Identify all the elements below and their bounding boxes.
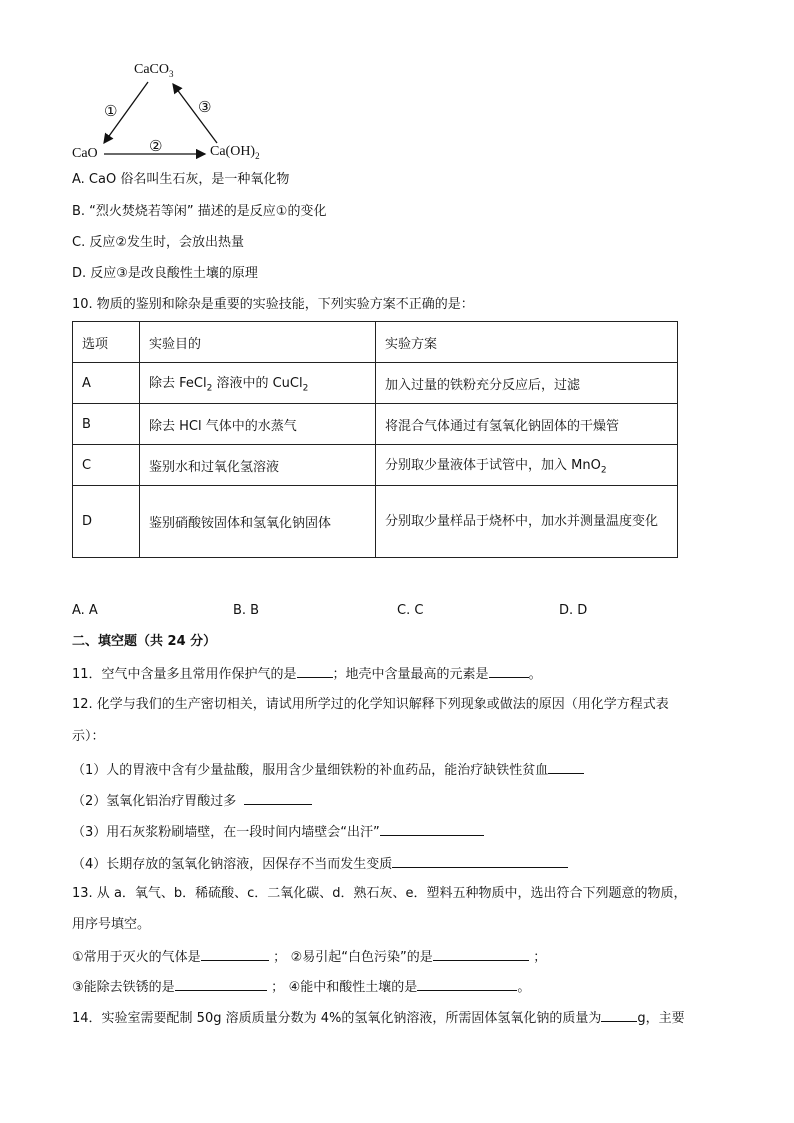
- row-b-purpose: 除去 HCl 气体中的水蒸气: [140, 404, 376, 445]
- q13-blank-4[interactable]: [417, 978, 517, 991]
- q12-item-4: （4）长期存放的氢氧化钠溶液，因保存不当而发生变质: [72, 855, 568, 873]
- q9-option-c: C. 反应②发生时，会放出热量: [72, 235, 244, 250]
- q10-table: [72, 321, 678, 558]
- row-d-purpose: 鉴别硝酸铵固体和氢氧化钠固体: [140, 486, 376, 558]
- q14: 14．实验室需要配制 50g 溶质质量分数为 4%的氢氧化钠溶液，所需固体氢氧化钠的质量为 g，主要: [72, 1011, 685, 1026]
- q10-choice-d: D. D: [559, 603, 588, 618]
- reaction-arrows: [0, 0, 300, 180]
- header-option: 选项: [73, 322, 140, 363]
- q12-blank-2[interactable]: [244, 792, 312, 805]
- q13-stem-line-2: 用序号填空。: [72, 917, 151, 932]
- row-a-plan: 加入过量的铁粉充分反应后，过滤: [376, 363, 678, 404]
- q10-choice-b: B. B: [233, 603, 260, 618]
- q12-blank-4[interactable]: [392, 855, 568, 868]
- row-d-option: D: [73, 486, 140, 558]
- table-row: [73, 404, 678, 445]
- table-header-row: [73, 322, 678, 363]
- q12-item-1: （1）人的胃液中含有少量盐酸，服用含少量细铁粉的补血药品，能治疗缺铁性贫血: [72, 761, 584, 779]
- header-purpose: 实验目的: [140, 322, 376, 363]
- arrow-1: [104, 82, 148, 143]
- q12-blank-3[interactable]: [380, 823, 484, 836]
- row-a-purpose: 除去 FeCl$_2$ 溶液中的 CuCl$_2$: [140, 363, 376, 404]
- q14-blank-1[interactable]: [601, 1009, 637, 1022]
- q10-choice-a: A. A: [72, 603, 98, 618]
- q13-blank-2[interactable]: [433, 948, 529, 961]
- row-c-option: C: [73, 445, 140, 486]
- row-d-plan: 分别取少量样品于烧杯中，加水并测量温度变化: [376, 486, 678, 558]
- q13-blank-1[interactable]: [201, 948, 269, 961]
- q12-item-3: （3）用石灰浆粉刷墙壁，在一段时间内墙壁会“出汗”: [72, 823, 484, 841]
- row-b-option: B: [73, 404, 140, 445]
- q10-choice-c: C. C: [397, 603, 424, 618]
- q13-stem-line-1: 13. 从 a．氧气、b．稀硫酸、c．二氧化碳、d．熟石灰、e．塑料五种物质中，选出符合下列题意的物质，: [72, 886, 687, 901]
- step-3-label: ③: [198, 98, 212, 116]
- q11-blank-2[interactable]: [489, 665, 529, 678]
- q9-option-b: B. “烈火焚烧若等闲” 描述的是反应①的变化: [72, 204, 327, 219]
- row-a-option: A: [73, 363, 140, 404]
- cao-label: CaO: [72, 146, 98, 161]
- table-row: [73, 445, 678, 486]
- arrow-3: [173, 84, 217, 143]
- caoh2-label: $Ca(OH)_2$: [210, 144, 260, 161]
- q13-row-1: ①常用于灭火的气体是 ； ②易引起“白色污染”的是 ；: [72, 950, 547, 965]
- q12-stem-line-2: 示）：: [72, 729, 105, 744]
- q12-blank-1[interactable]: [548, 761, 584, 774]
- row-b-plan: 将混合气体通过有氢氧化钠固体的干燥管: [376, 404, 678, 445]
- q13-blank-3[interactable]: [175, 978, 267, 991]
- step-1-label: ①: [104, 102, 118, 120]
- q13-row-2: ③能除去铁锈的是 ； ④能中和酸性土壤的是 。: [72, 980, 531, 995]
- caco3-label: CaCO$_3$: [134, 62, 174, 79]
- section-heading: 二、填空题（共 24 分）: [72, 634, 217, 649]
- header-plan: 实验方案: [376, 322, 678, 363]
- q12-stem-line-1: 12. 化学与我们的生产密切相关，请试用所学过的化学知识解释下列现象或做法的原因（用化学方程式表: [72, 697, 669, 712]
- step-2-label: ②: [149, 137, 163, 155]
- q11-blank-1[interactable]: [297, 665, 333, 678]
- q11: 11．空气中含量多且常用作保护气的是 ；地壳中含量最高的元素是 。: [72, 667, 542, 682]
- row-c-purpose: 鉴别水和过氧化氢溶液: [140, 445, 376, 486]
- table-row: [73, 363, 678, 404]
- table-row: [73, 486, 678, 558]
- q9-option-a: A. CaO 俗名叫生石灰，是一种氧化物: [72, 172, 290, 187]
- row-c-plan: 分别取少量液体于试管中，加入 MnO$_2$: [376, 445, 678, 486]
- q10-stem: 10. 物质的鉴别和除杂是重要的实验技能，下列实验方案不正确的是：: [72, 297, 474, 312]
- q12-item-2: （2）氢氧化铝治疗胃酸过多: [72, 792, 312, 810]
- q9-option-d: D. 反应③是改良酸性土壤的原理: [72, 266, 258, 281]
